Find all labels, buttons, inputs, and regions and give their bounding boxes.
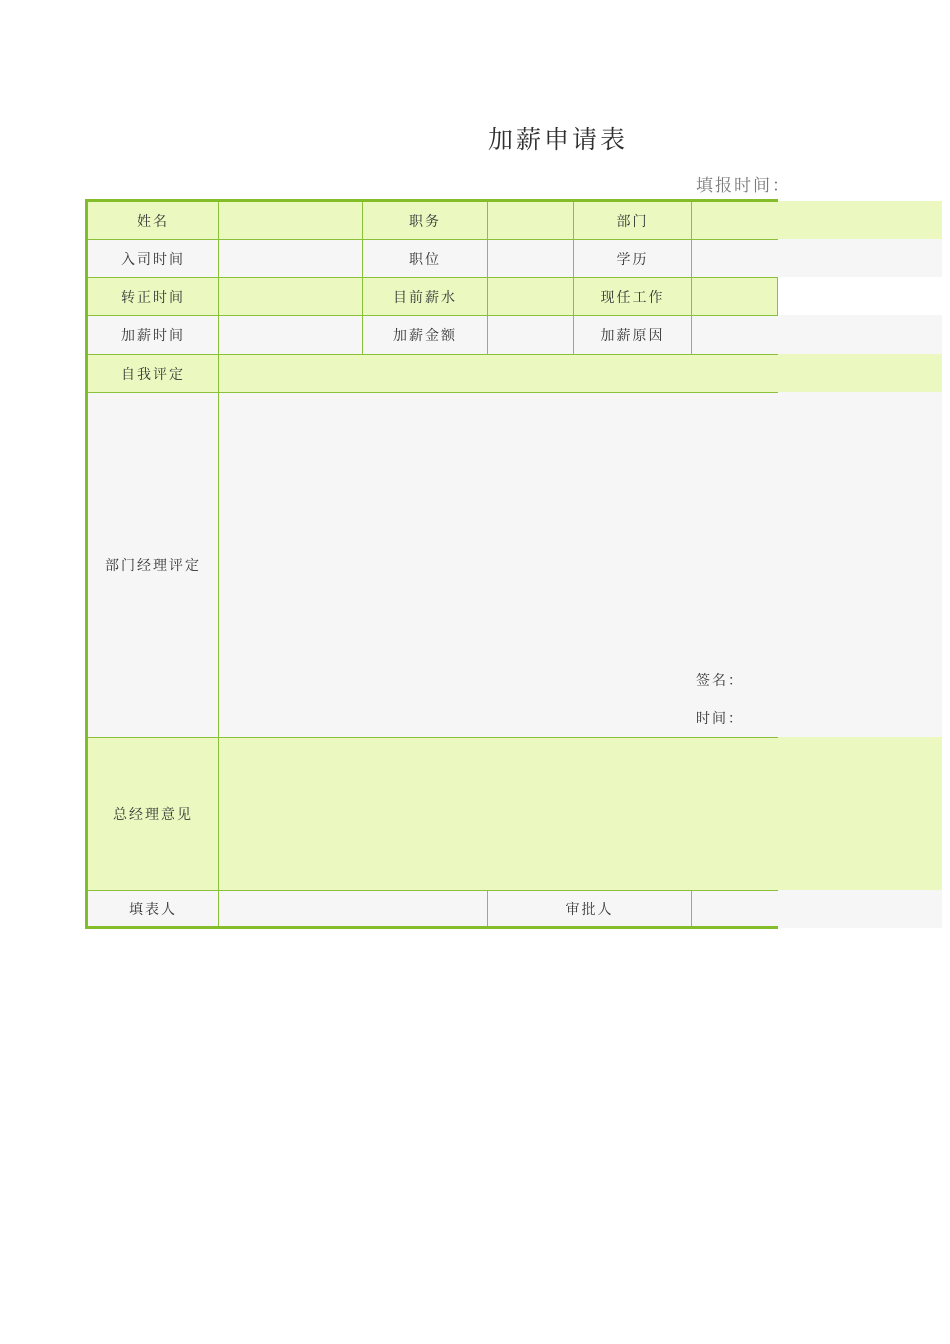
dept-manager-evaluation-field[interactable] xyxy=(218,392,778,738)
row-extension-band xyxy=(778,392,942,737)
approver-field[interactable] xyxy=(691,890,778,928)
gm-opinion-label: 总经理意见 xyxy=(87,737,219,891)
self-evaluation-label: 自我评定 xyxy=(87,354,219,393)
current-salary-field[interactable] xyxy=(487,277,574,316)
row-extension-band xyxy=(778,737,942,890)
filler-field[interactable] xyxy=(218,890,488,928)
current-job-field[interactable] xyxy=(691,277,778,316)
regularization-date-field[interactable] xyxy=(218,277,363,316)
row-extension-band xyxy=(778,890,942,928)
name-label: 姓名 xyxy=(87,201,219,240)
dept-field[interactable] xyxy=(691,201,778,240)
row-extension-band xyxy=(778,201,942,239)
row-extension-band xyxy=(778,354,942,392)
join-date-label: 入司时间 xyxy=(87,239,219,278)
signature-label: 签名： xyxy=(696,673,744,689)
regularization-date-label: 转正时间 xyxy=(87,277,219,316)
position-label: 职位 xyxy=(362,239,488,278)
name-field[interactable] xyxy=(218,201,363,240)
education-field[interactable] xyxy=(691,239,778,278)
filler-label: 填表人 xyxy=(87,890,219,928)
raise-date-field[interactable] xyxy=(218,315,363,355)
dept-manager-evaluation-label: 部门经理评定 xyxy=(87,392,219,738)
duty-field[interactable] xyxy=(487,201,574,240)
gm-opinion-field[interactable] xyxy=(218,737,778,891)
signature-time-label: 时间： xyxy=(696,711,744,727)
form-title: 加薪申请表 xyxy=(487,125,628,154)
raise-amount-field[interactable] xyxy=(487,315,574,355)
approver-label: 审批人 xyxy=(487,890,692,928)
self-evaluation-field[interactable] xyxy=(218,354,778,393)
position-field[interactable] xyxy=(487,239,574,278)
duty-label: 职务 xyxy=(362,201,488,240)
education-label: 学历 xyxy=(573,239,692,278)
raise-amount-label: 加薪金额 xyxy=(362,315,488,355)
current-salary-label: 目前薪水 xyxy=(362,277,488,316)
row-extension-band xyxy=(778,239,942,277)
raise-reason-label: 加薪原因 xyxy=(573,315,692,355)
raise-reason-field[interactable] xyxy=(691,315,778,355)
fill-date-label: 填报时间： xyxy=(696,176,791,196)
dept-label: 部门 xyxy=(573,201,692,240)
row-extension-band xyxy=(778,315,942,354)
current-job-label: 现任工作 xyxy=(573,277,692,316)
join-date-field[interactable] xyxy=(218,239,363,278)
raise-date-label: 加薪时间 xyxy=(87,315,219,355)
